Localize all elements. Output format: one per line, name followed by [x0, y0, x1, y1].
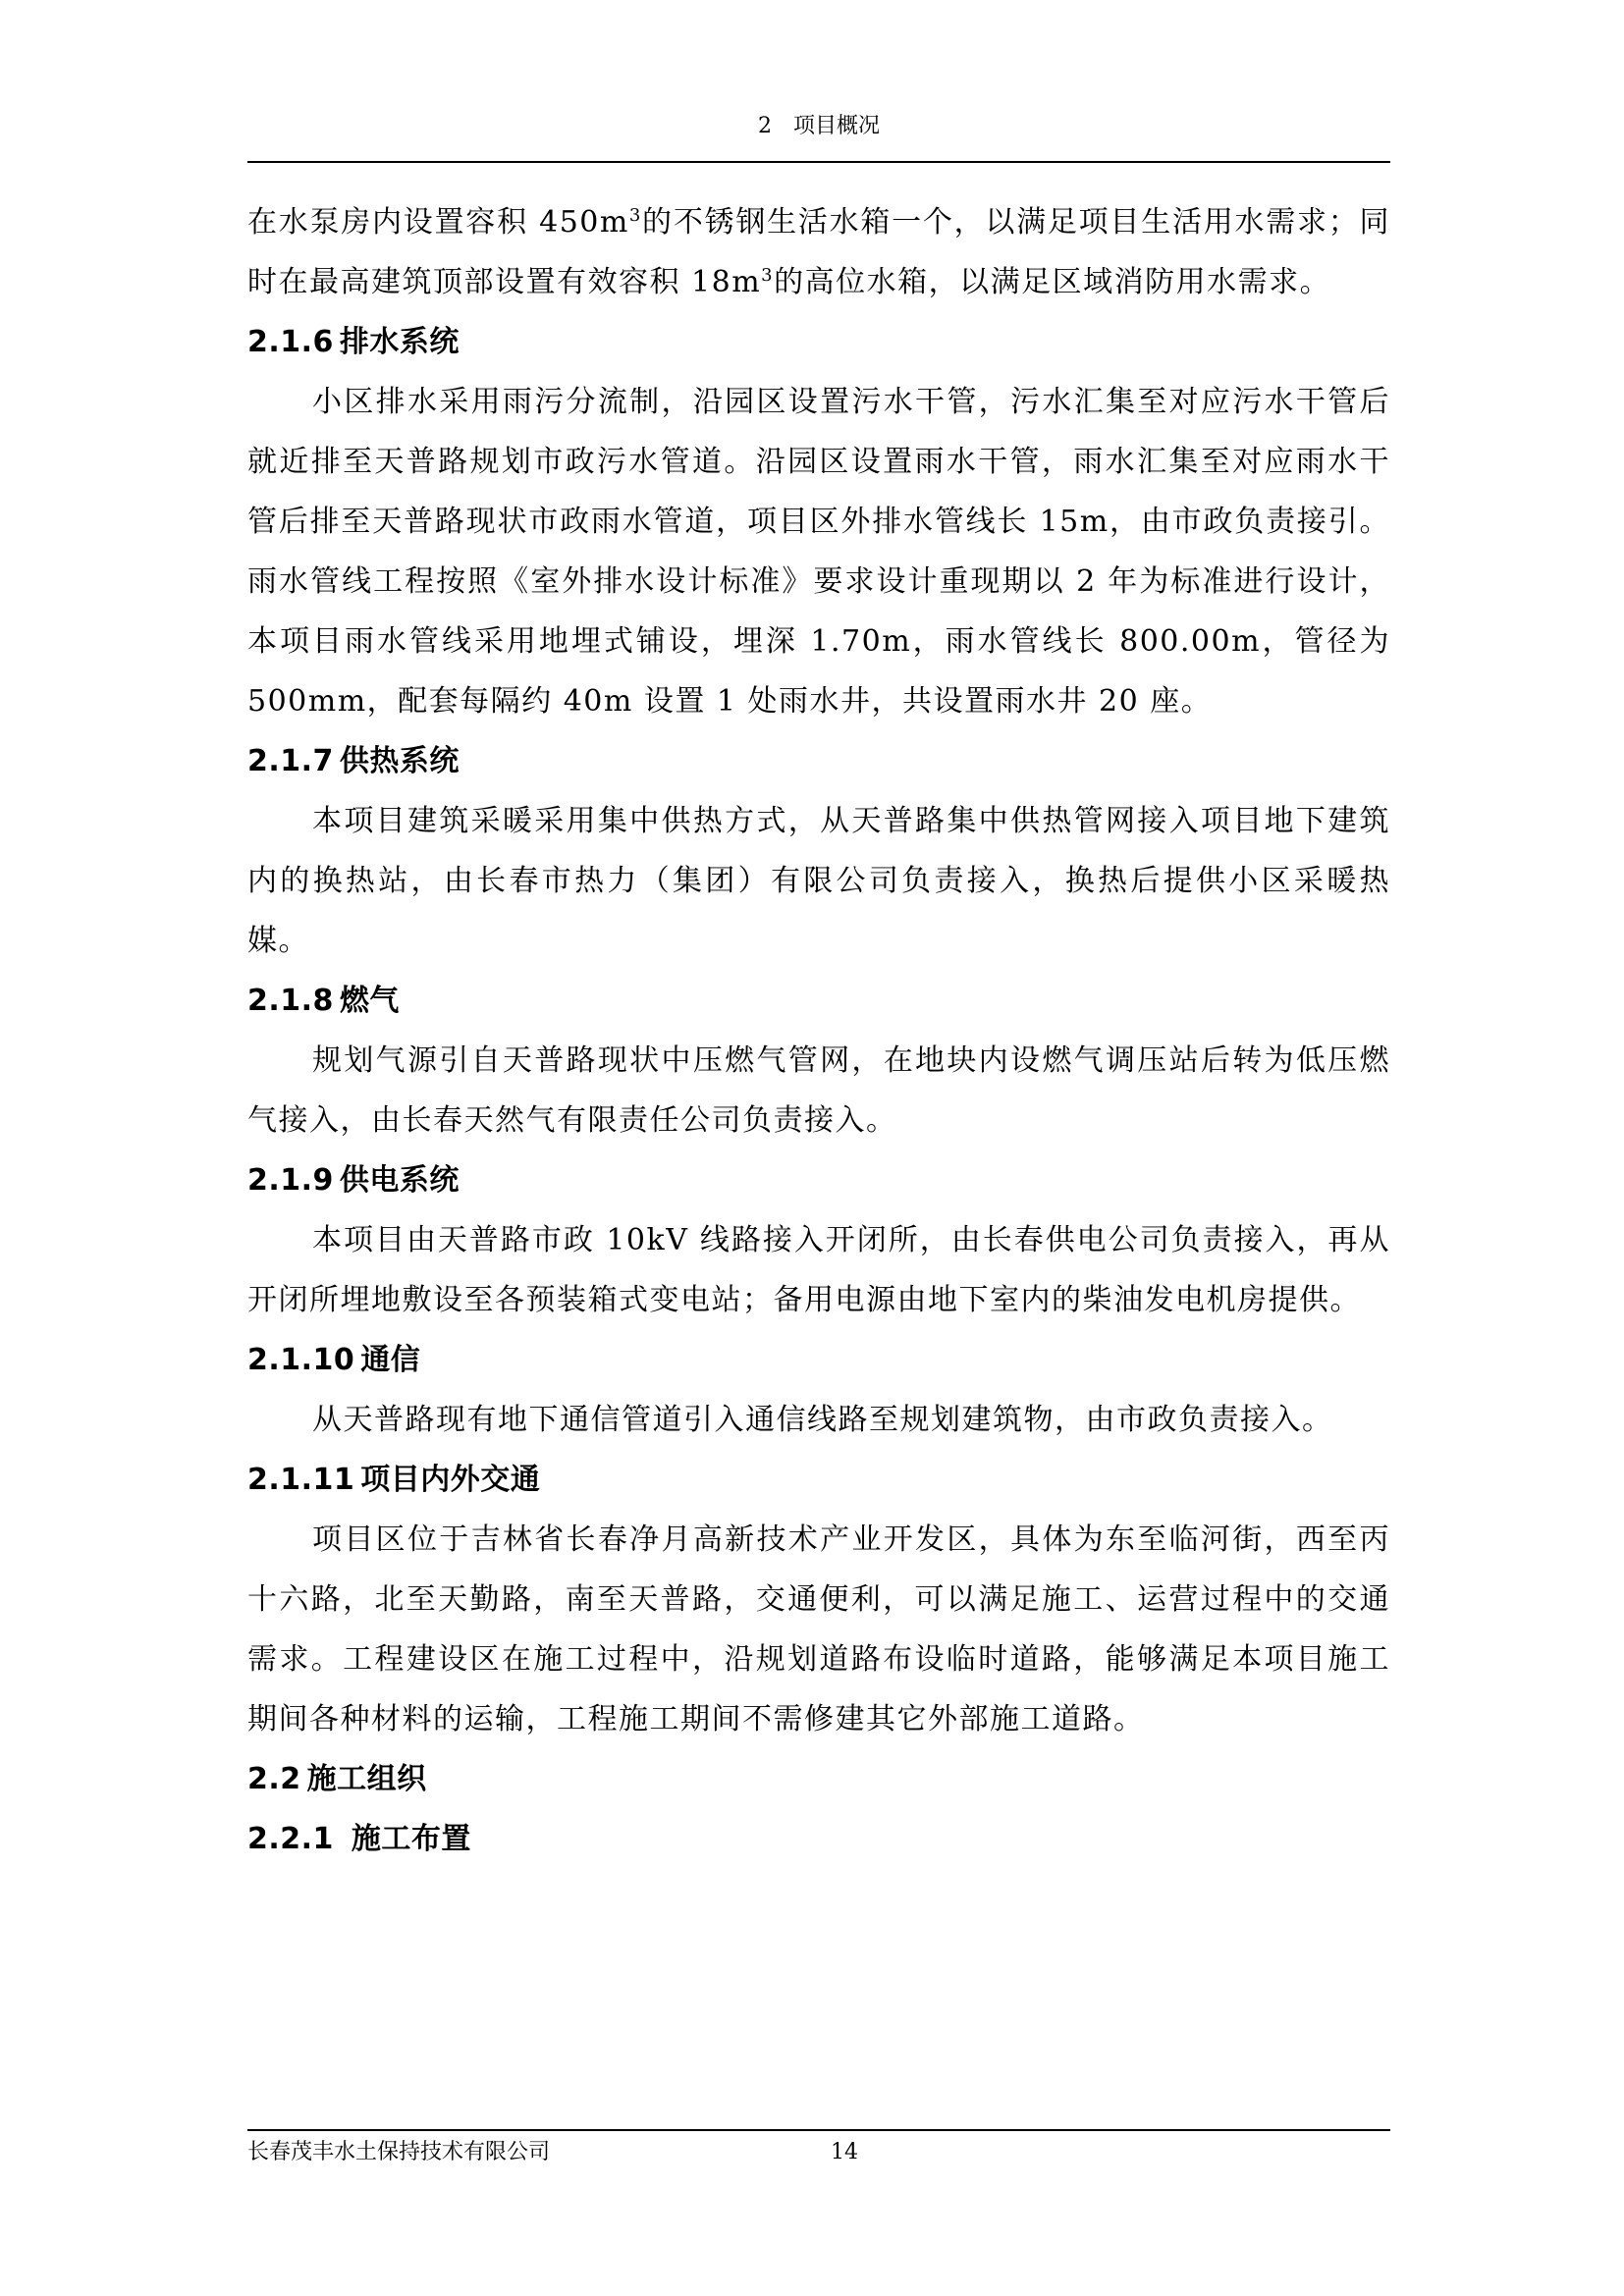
paragraph-power: 本项目由天普路市政 10kV 线路接入开闭所，由长春供电公司负责接入，再从开闭所埋地敷设至各预装箱式变电站；备用电源由地下室内的柴油发电机房提供。 — [247, 1223, 1390, 1317]
section-heading-2-1-8: 2.1.8 燃气 — [247, 984, 400, 1018]
paragraph-gas: 规划气源引自天普路现状中压燃气管网，在地块内设燃气调压站后转为低压燃气接入，由长春天然气有限责任公司负责接入。 — [247, 1043, 1390, 1138]
page-number: 14 — [831, 2140, 858, 2164]
footer-company: 长春茂丰水土保持技术有限公司 — [247, 2140, 551, 2164]
paragraph-communication: 从天普路现有地下通信管道引入通信线路至规划建筑物，由市政负责接入。 — [312, 1403, 1333, 1437]
chapter-title: 项目概况 — [792, 114, 880, 138]
section-heading-2-1-6: 2.1.6 排水系统 — [247, 325, 460, 359]
section-heading-2-1-9: 2.1.9 供电系统 — [247, 1163, 460, 1198]
footer-rule — [247, 2129, 1390, 2131]
section-heading-2-1-7: 2.1.7 供热系统 — [247, 744, 460, 778]
header-rule — [247, 161, 1390, 163]
section-heading-2-2: 2.2 施工组织 — [247, 1762, 427, 1796]
paragraph-traffic: 项目区位于吉林省长春净月高新技术产业开发区，具体为东至临河街，西至丙十六路，北至天勤路，南至天普路，交通便利，可以满足施工、运营过程中的交通需求。工程建设区在施工过程中，沿规划道路布设临时道路，能够满足本项目施工期间各种材料的运输，工程施工期间不需修建其它外部施工道路。 — [247, 1522, 1390, 1736]
paragraph-water-tanks: 在水泵房内设置容积 $450m^3$的不锈钢生活水箱一个，以满足项目生活用水需求；同时在最高建筑顶部设置有效容积 $18m^3$的高位水箱，以满足区域消防用水需求。 — [247, 205, 1391, 299]
section-heading-2-1-10: 2.1.10 通信 — [247, 1343, 421, 1377]
page-body — [247, 192, 1390, 1869]
paragraph-drainage: 小区排水采用雨污分流制，沿园区设置污水干管，污水汇集至对应污水干管后就近排至天普路规划市政污水管道。沿园区设置雨水干管，雨水汇集至对应雨水干管后排至天普路现状市政雨水管道，项目区外排水管线长 15m，由市政负责接引。雨水管线工程按照《室外排水设计标准》要求设计重现期以 2 年为标准进行设计，本项目雨水管线采用地埋式铺设，埋深 1.70m，雨水管线长 800.00m，管径为 500mm，配套每隔约 40m 设置 1 处雨水井，共设置雨水井 20 座。 — [247, 385, 1390, 719]
section-heading-2-1-11: 2.1.11 项目内外交通 — [247, 1463, 541, 1497]
page-header — [247, 112, 1390, 141]
chapter-number: 2 — [757, 114, 772, 138]
section-heading-2-2-1: 2.2.1 施工布置 — [247, 1822, 471, 1856]
paragraph-heating: 本项目建筑采暖采用集中供热方式，从天普路集中供热管网接入项目地下建筑内的换热站，由长春市热力（集团）有限公司负责接入，换热后提供小区采暖热媒。 — [247, 804, 1390, 958]
